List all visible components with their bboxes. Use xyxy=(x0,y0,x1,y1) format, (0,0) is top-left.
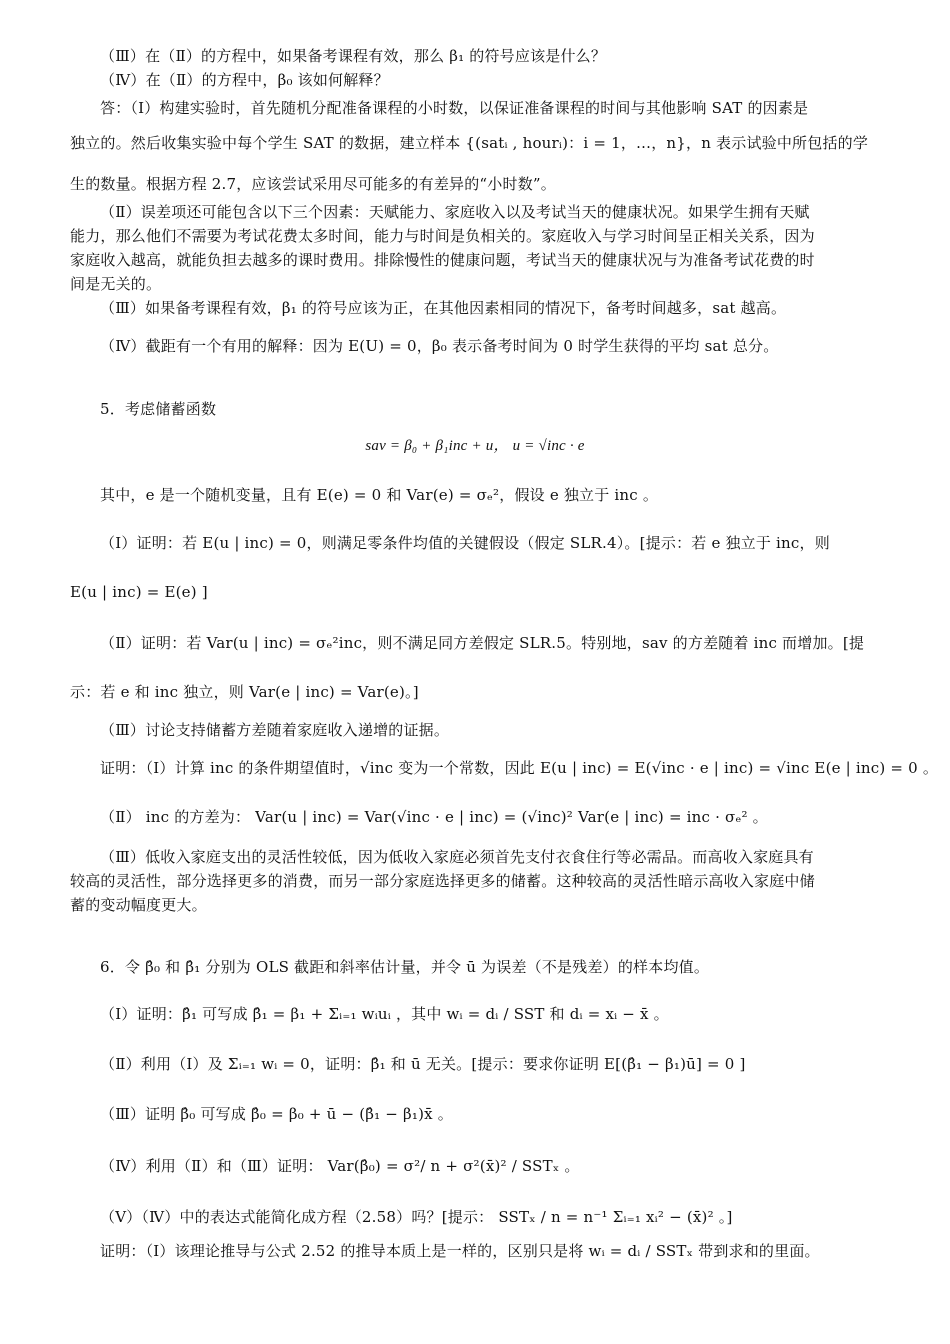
answer-part-2-line-2: 能力，那么他们不需要为考试花费太多时间，能力与时间是负相关的。家庭收入与学习时间呈正相关关系，因为 xyxy=(70,227,815,245)
section-6-part-3: （Ⅲ）证明 β̂₀ 可写成 β̂₀ = β₀ + ū − (β̂₁ − β₁)x̄ 。 xyxy=(100,1105,454,1123)
answer-part-1-line-3: 生的数量。根据方程 2.7，应该尝试采用尽可能多的有差异的“小时数”。 xyxy=(70,175,556,193)
answer-part-2-line-3: 家庭收入越高，就能负担去越多的课时费用。排除慢性的健康问题，考试当天的健康状况与为准备考试花费的时 xyxy=(70,251,815,269)
answer-part-1-line-1: 答：（Ⅰ）构建实验时，首先随机分配准备课程的小时数，以保证准备课程的时间与其他影响 SAT 的因素是 xyxy=(100,99,809,117)
section-6-part-1: （Ⅰ）证明：β̂₁ 可写成 β̂₁ = β₁ + Σᵢ₌₁ wᵢuᵢ ，其中 wᵢ = dᵢ / SST 和 dᵢ = xᵢ − x̄ 。 xyxy=(100,1005,669,1023)
section-6-heading: 6．令 β̂₀ 和 β̂₁ 分别为 OLS 截距和斜率估计量，并令 ū 为误差（不是残差）的样本均值。 xyxy=(100,958,710,976)
section-5-heading: 5．考虑储蓄函数 xyxy=(100,400,217,418)
proof-part-3-line-3: 蓄的变动幅度更大。 xyxy=(70,896,207,914)
answer-part-4: （Ⅳ）截距有一个有用的解释：因为 E(U) = 0，β₀ 表示备考时间为 0 时学生获得的平均 sat 总分。 xyxy=(100,337,779,355)
question-3-text: （Ⅲ）在（Ⅱ）的方程中，如果备考课程有效，那么 β₁ 的符号应该是什么？ xyxy=(100,47,607,65)
answer-part-1-line-2: 独立的。然后收集实验中每个学生 SAT 的数据，建立样本 {(satᵢ , hourᵢ)：i = 1，…，n}，n 表示试验中所包括的学 xyxy=(70,134,869,152)
proof-part-3-line-2: 较高的灵活性，部分选择更多的消费，而另一部分家庭选择更多的储蓄。这种较高的灵活性暗示高收入家庭中储 xyxy=(70,872,815,890)
section-5-part-2-line-1: （Ⅱ）证明：若 Var(u | inc) = σₑ²inc，则不满足同方差假定 SLR.5。特别地，sav 的方差随着 inc 而增加。[提 xyxy=(100,634,865,652)
proof-part-2: （Ⅱ） inc 的方差为： Var(u | inc) = Var(√inc · e | inc) = (√inc)² Var(e | inc) = inc · σₑ² 。 xyxy=(100,808,768,826)
question-4-text: （Ⅳ）在（Ⅱ）的方程中，β₀ 该如何解释？ xyxy=(100,71,389,89)
proof-part-1: 证明：（Ⅰ）计算 inc 的条件期望值时，√inc 变为一个常数，因此 E(u | inc) = E(√inc · e | inc) = √inc E(e | inc) = 0 。 xyxy=(100,759,939,777)
section-5-definition: 其中，e 是一个随机变量，且有 E(e) = 0 和 Var(e) = σₑ²，假设 e 独立于 inc 。 xyxy=(100,486,659,504)
section-5-part-2-line-2: 示：若 e 和 inc 独立，则 Var(e | inc) = Var(e)。] xyxy=(70,683,419,701)
section-5-part-3: （Ⅲ）讨论支持储蓄方差随着家庭收入递增的证据。 xyxy=(100,721,450,739)
section-5-part-1-line-1: （Ⅰ）证明：若 E(u | inc) = 0，则满足零条件均值的关键假设（假定 SLR.4）。[提示：若 e 独立于 inc，则 xyxy=(100,534,830,552)
section-6-part-5: （Ⅴ）（Ⅳ）中的表达式能简化成方程（2.58）吗？[提示： SSTₓ / n = n⁻¹ Σᵢ₌₁ xᵢ² − (x̄)² 。] xyxy=(100,1208,733,1226)
section-6-part-2: （Ⅱ）利用（Ⅰ）及 Σᵢ₌₁ wᵢ = 0，证明：β̂₁ 和 ū 无关。[提示：要求你证明 E[(β̂₁ − β₁)ū] = 0 ] xyxy=(100,1055,746,1073)
answer-part-2-line-1: （Ⅱ）误差项还可能包含以下三个因素：天赋能力、家庭收入以及考试当天的健康状况。如果学生拥有天赋 xyxy=(100,203,810,221)
section-6-part-4: （Ⅳ）利用（Ⅱ）和（Ⅲ）证明： Var(β̂₀) = σ²/ n + σ²(x̄)² / SSTₓ 。 xyxy=(100,1157,580,1175)
answer-part-3: （Ⅲ）如果备考课程有效，β₁ 的符号应该为正，在其他因素相同的情况下，备考时间越多，sat 越高。 xyxy=(100,299,787,317)
section-6-proof-part-1: 证明：（Ⅰ）该理论推导与公式 2.52 的推导本质上是一样的，区别只是将 wᵢ = dᵢ / SSTₓ 带到求和的里面。 xyxy=(100,1242,820,1260)
section-5-part-1-line-2: E(u | inc) = E(e) ] xyxy=(70,583,208,601)
proof-part-3-line-1: （Ⅲ）低收入家庭支出的灵活性较低，因为低收入家庭必须首先支付衣食住行等必需品。而高收入家庭具有 xyxy=(100,848,814,866)
answer-part-2-line-4: 间是无关的。 xyxy=(70,275,162,293)
savings-equation: sav = β₀ + β₁inc + u， u = √inc · e xyxy=(365,438,585,454)
